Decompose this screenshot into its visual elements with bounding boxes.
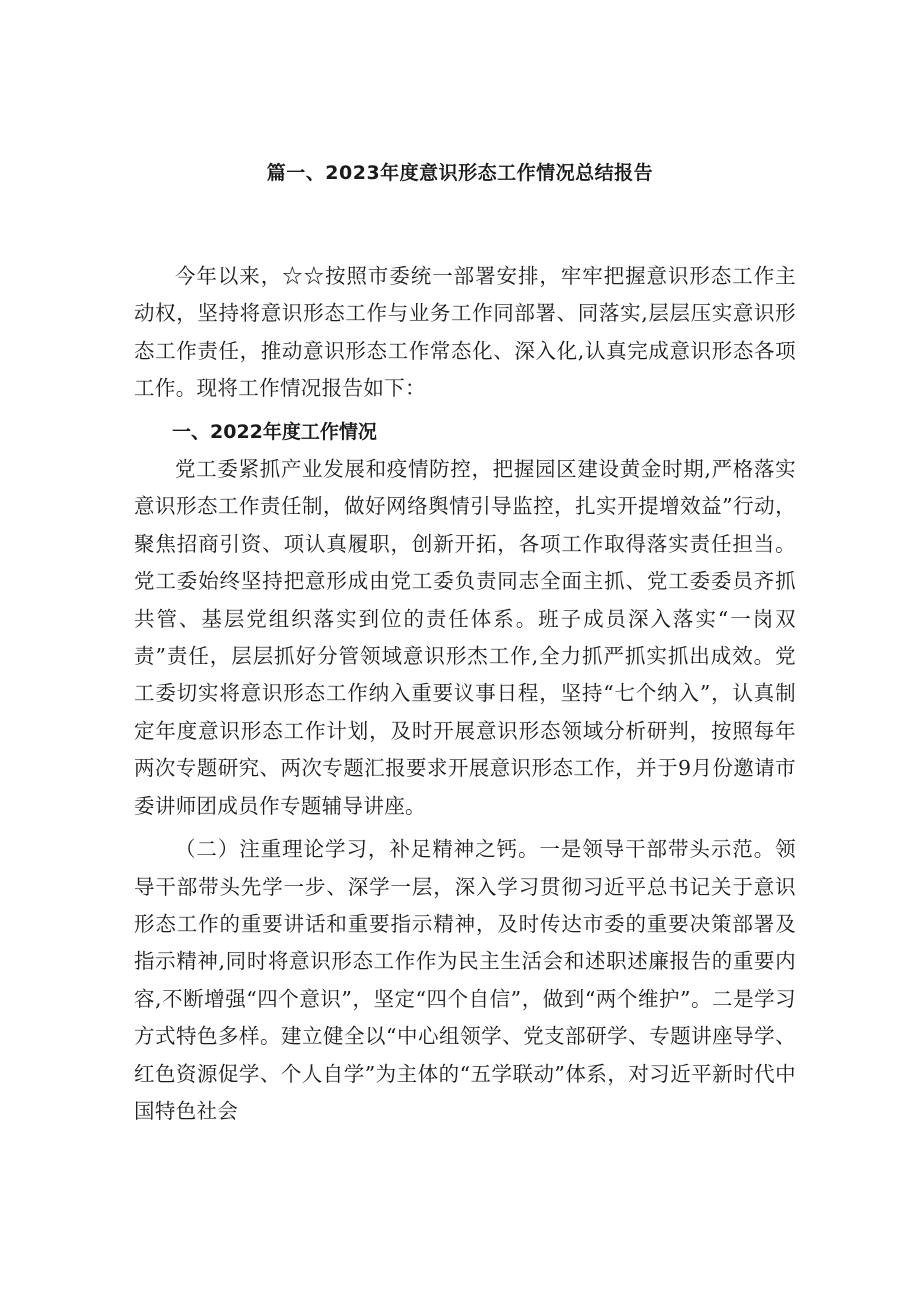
section-heading: 一、2022年度工作情况	[172, 420, 377, 443]
intro-paragraph: 今年以来，☆☆按照市委统一部署安排，牢牢把握意识形态工作主动权，坚持将意识形态工作与业务工作同部署、同落实,层层压实意识形态工作责任，推动意识形态工作常态化、深入化,认真完成意识形态各项工作。现将工作情况报告如下：	[134, 264, 796, 401]
document-body	[134, 258, 796, 1130]
document-title: 篇一、2023年度意识形态工作情况总结报告	[266, 162, 654, 184]
body-paragraph: 党工委紧抓产业发展和疫情防控，把握园区建设黄金时期,严格落实意识形态工作责任制，做好网络舆情引导监控，扎实开提增效益”行动，聚焦招商引资、项认真履职，创新开拓，各项工作取得落实责任担当。党工委始终坚持把意形成由党工委负责同志全面主抓、党工委委员齐抓共管、基层党组织落实到位的责任体系。班子成员深入落实“一岗双责”责任，层层抓好分管领域意识形杰工作,全力抓严抓实抓出成效。党工委切实将意识形态工作纳入重要议事日程，坚持“七个纳入”，认真制定年度意识形态工作计划，及时开展意识形态领域分析研判，按照每年两次专题研究、两次专题汇报要求开展意识形态工作，并于9月份邀请市委讲师团成员作专题辅导讲座。	[134, 457, 796, 818]
body-paragraph: （二）注重理论学习，补足精神之钙。一是领导干部带头示范。领导干部带头先学一步、深学一层，深入学习贯彻习近平总书记关于意识形态工作的重要讲话和重要指示精神，及时传达市委的重要决策部署及指示精神,同时将意识形态工作作为民主生活会和述职述廉报告的重要内容,不断增强“四个意识”，坚定“四个自信”，做到“两个维护”。二是学习方式特色多样。建立健全以“中心组领学、党支部研学、专题讲座导学、红色资源促学、个人自学”为主体的“五学联动”体系，对习近平新时代中国特色社会	[134, 837, 796, 1123]
